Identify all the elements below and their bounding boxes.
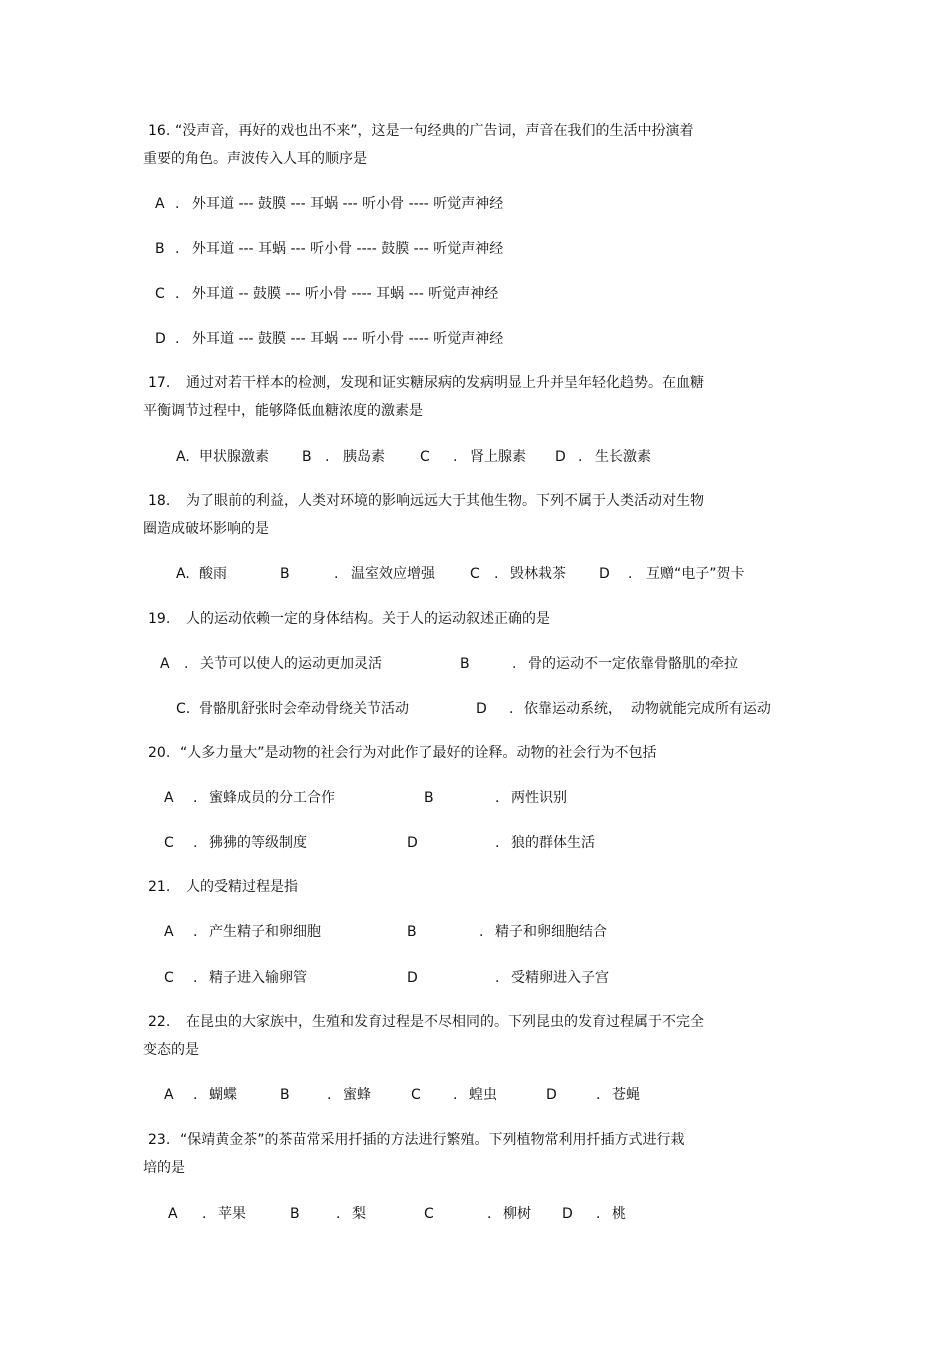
option-text: 精子和卵细胞结合 bbox=[495, 924, 607, 940]
option-text: 狒狒的等级制度 bbox=[209, 835, 307, 851]
option-letter: B bbox=[155, 241, 165, 257]
option-text: 毁林栽茶 bbox=[510, 566, 566, 582]
question-text-line: 为了眼前的利益，人类对环境的影响远远大于其他生物。下列不属于人类活动对生物 bbox=[186, 493, 704, 509]
option-letter: C bbox=[155, 286, 165, 302]
option-letter: C bbox=[420, 449, 430, 465]
option-letter: B bbox=[302, 449, 312, 465]
option-text: 梨 bbox=[352, 1206, 366, 1222]
option-text: 依靠运动系统， 动物就能完成所有运动 bbox=[524, 701, 771, 717]
option-text: 生长激素 bbox=[595, 449, 651, 465]
question-text-line: 通过对若干样本的检测，发现和证实糖尿病的发病明显上升并呈年轻化趋势。在血糖 bbox=[186, 375, 704, 391]
question-text-line: 人的运动依赖一定的身体结构。关于人的运动叙述正确的是 bbox=[186, 611, 550, 627]
option-text: 肾上腺素 bbox=[470, 449, 526, 465]
option-text: 骨的运动不一定依靠骨骼肌的牵拉 bbox=[528, 656, 738, 672]
option-text: 苹果 bbox=[218, 1206, 246, 1222]
option-text: 两性识别 bbox=[511, 790, 567, 806]
option-letter: B bbox=[280, 566, 290, 582]
option-letter: D bbox=[155, 331, 166, 347]
option-letter: D bbox=[562, 1206, 573, 1222]
option-text: 关节可以使人的运动更加灵活 bbox=[200, 656, 382, 672]
question-number: 17. bbox=[148, 375, 171, 391]
question-number: 20. bbox=[148, 745, 171, 761]
option-letter: A bbox=[164, 1087, 174, 1103]
option-text: 温室效应增强 bbox=[351, 566, 435, 582]
question-text-line: 重要的角色。声波传入人耳的顺序是 bbox=[143, 151, 367, 167]
option-letter: A bbox=[164, 790, 174, 806]
question-text-line: 培的是 bbox=[143, 1160, 185, 1176]
question-number: 18. bbox=[148, 493, 171, 509]
question-text-line: “没声音，再好的戏也出不来”，这是一句经典的广告词，声音在我们的生活中扮演着 bbox=[175, 123, 694, 139]
option-text: 蜜蜂成员的分工合作 bbox=[209, 790, 335, 806]
option-letter: C bbox=[164, 835, 174, 851]
option-letter: D bbox=[407, 970, 418, 986]
option-letter: A bbox=[168, 1206, 178, 1222]
option-letter: C bbox=[470, 566, 480, 582]
question-text-line: 人的受精过程是指 bbox=[186, 879, 298, 895]
option-text: 苍蝇 bbox=[612, 1087, 640, 1103]
option-letter: D bbox=[555, 449, 566, 465]
option-letter: A. bbox=[176, 566, 190, 582]
option-text: 柳树 bbox=[503, 1206, 531, 1222]
option-text: 精子进入输卵管 bbox=[209, 970, 307, 986]
option-letter: B bbox=[407, 924, 417, 940]
option-text: 蝗虫 bbox=[469, 1087, 497, 1103]
option-letter: D bbox=[599, 566, 610, 582]
option-text: 产生精子和卵细胞 bbox=[209, 924, 321, 940]
option-text: 蜜蜂 bbox=[343, 1087, 371, 1103]
question-text-line: 平衡调节过程中，能够降低血糖浓度的激素是 bbox=[143, 403, 423, 419]
option-text: 外耳道 --- 鼓膜 --- 耳蜗 --- 听小骨 ---- 听觉声神经 bbox=[192, 331, 504, 347]
question-text-line: 圈造成破坏影响的是 bbox=[143, 521, 269, 537]
option-text: 受精卵进入子宫 bbox=[511, 970, 609, 986]
option-text: 胰岛素 bbox=[343, 449, 385, 465]
question-text-line: “保靖黄金茶”的茶苗常采用扦插的方法进行繁殖。下列植物常利用扦插方式进行栽 bbox=[180, 1132, 685, 1148]
question-text-line: 在昆虫的大家族中，生殖和发育过程是不尽相同的。下列昆虫的发育过程属于不完全 bbox=[186, 1014, 704, 1030]
option-letter: D bbox=[476, 701, 487, 717]
option-text: 桃 bbox=[612, 1206, 626, 1222]
option-letter: C bbox=[164, 970, 174, 986]
option-letter: C. bbox=[176, 701, 191, 717]
option-letter: B bbox=[424, 790, 434, 806]
question-number: 19. bbox=[148, 611, 171, 627]
option-text: 甲状腺激素 bbox=[199, 449, 269, 465]
option-text: 蝴蝶 bbox=[209, 1087, 237, 1103]
question-text-line: “人多力量大”是动物的社会行为对此作了最好的诠释。动物的社会行为不包括 bbox=[180, 745, 657, 761]
option-letter: C bbox=[411, 1087, 421, 1103]
option-letter: D bbox=[407, 835, 418, 851]
option-text: 骨骼肌舒张时会牵动骨绕关节活动 bbox=[199, 701, 409, 717]
option-letter: C bbox=[424, 1206, 434, 1222]
question-number: 16. bbox=[148, 123, 171, 139]
option-letter: A bbox=[155, 196, 165, 212]
option-text: 外耳道 --- 耳蜗 --- 听小骨 ---- 鼓膜 --- 听觉声神经 bbox=[192, 241, 504, 257]
option-letter: B bbox=[460, 656, 470, 672]
option-letter: B bbox=[290, 1206, 300, 1222]
option-text: 酸雨 bbox=[199, 566, 227, 582]
option-text: 外耳道 --- 鼓膜 --- 耳蜗 --- 听小骨 ---- 听觉声神经 bbox=[192, 196, 504, 212]
question-text-line: 变态的是 bbox=[143, 1042, 199, 1058]
option-letter: B bbox=[280, 1087, 290, 1103]
option-letter: A. bbox=[176, 449, 190, 465]
option-text: 互赠“电子”贺卡 bbox=[646, 566, 745, 582]
question-number: 23. bbox=[148, 1132, 171, 1148]
option-letter: A bbox=[164, 924, 174, 940]
question-number: 22. bbox=[148, 1014, 171, 1030]
question-number: 21. bbox=[148, 879, 171, 895]
option-text: 外耳道 -- 鼓膜 --- 听小骨 ---- 耳蜗 --- 听觉声神经 bbox=[192, 286, 499, 302]
option-letter: D bbox=[546, 1087, 557, 1103]
option-letter: A bbox=[160, 656, 170, 672]
option-text: 狼的群体生活 bbox=[511, 835, 595, 851]
